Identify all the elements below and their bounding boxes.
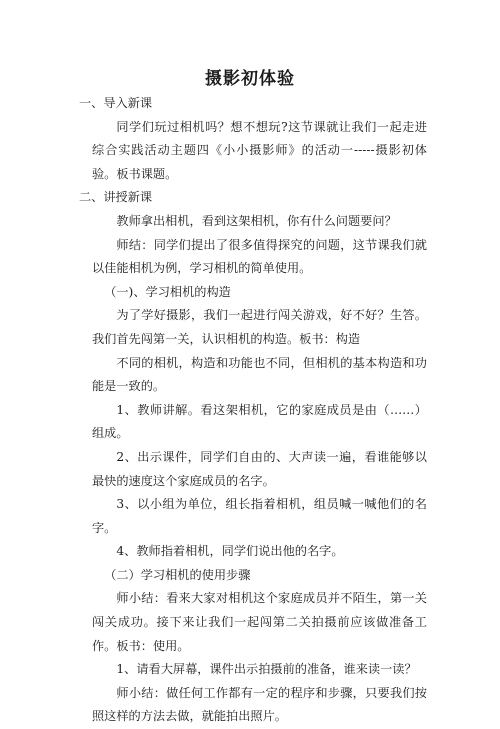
paragraph: 师小结：做任何工作都有一定的程序和步骤，只要我们按照这样的方法去做，就能拍出照片。: [92, 685, 427, 724]
paragraph: 教师拿出相机，看到这架相机，你有什么问题要问？: [116, 213, 397, 228]
subsection-heading-structure: （一)、学习相机的构造: [104, 284, 231, 299]
document-body: [79, 92, 427, 729]
paragraph: 师结：同学们提出了很多值得探究的问题，这节课我们就以佳能相机为例，学习相机的简单使用。: [92, 237, 427, 276]
paragraph: 同学们玩过相机吗？想不想玩?这节课就让我们一起走进综合实践活动主题四《小小摄影师》的活动一-----摄影初体验。板书课题。: [92, 119, 427, 181]
paragraph: 不同的相机，构造和功能也不同，但相机的基本构造和功能是一致的。: [92, 355, 427, 394]
subsection-heading-usage: （二）学习相机的使用步骤: [104, 567, 251, 582]
list-item: 1、请看大屏幕，课件出示拍摄前的准备，谁来读一读？: [116, 662, 417, 677]
paragraph: 为了学好摄影，我们一起进行闯关游戏，好不好？生答。我们首先闯第一关，认识相机的构造。板书：构造: [92, 308, 427, 346]
document-title: 摄影初体验: [205, 69, 295, 89]
section-heading-intro: 一、导入新课: [79, 96, 153, 110]
list-item: 1、教师讲解。看这架相机，它的家庭成员是由（……）组成。: [92, 402, 427, 441]
section-heading-teaching: 二、讲授新课: [79, 190, 153, 205]
list-item: 3、以小组为单位，组长指着相机，组员喊一喊他们的名字。: [92, 497, 427, 535]
list-item: 2、出示课件，同学们自由的、大声读一遍，看谁能够以最快的速度这个家庭成员的名字。: [92, 449, 427, 488]
list-item: 4、教师指着相机，同学们说出他的名字。: [116, 544, 344, 559]
paragraph: 师小结：看来大家对相机这个家庭成员并不陌生，第一关闯关成功。接下来让我们一起闯第二关拍摄前应该做准备工作。板书：使用。: [92, 591, 427, 653]
